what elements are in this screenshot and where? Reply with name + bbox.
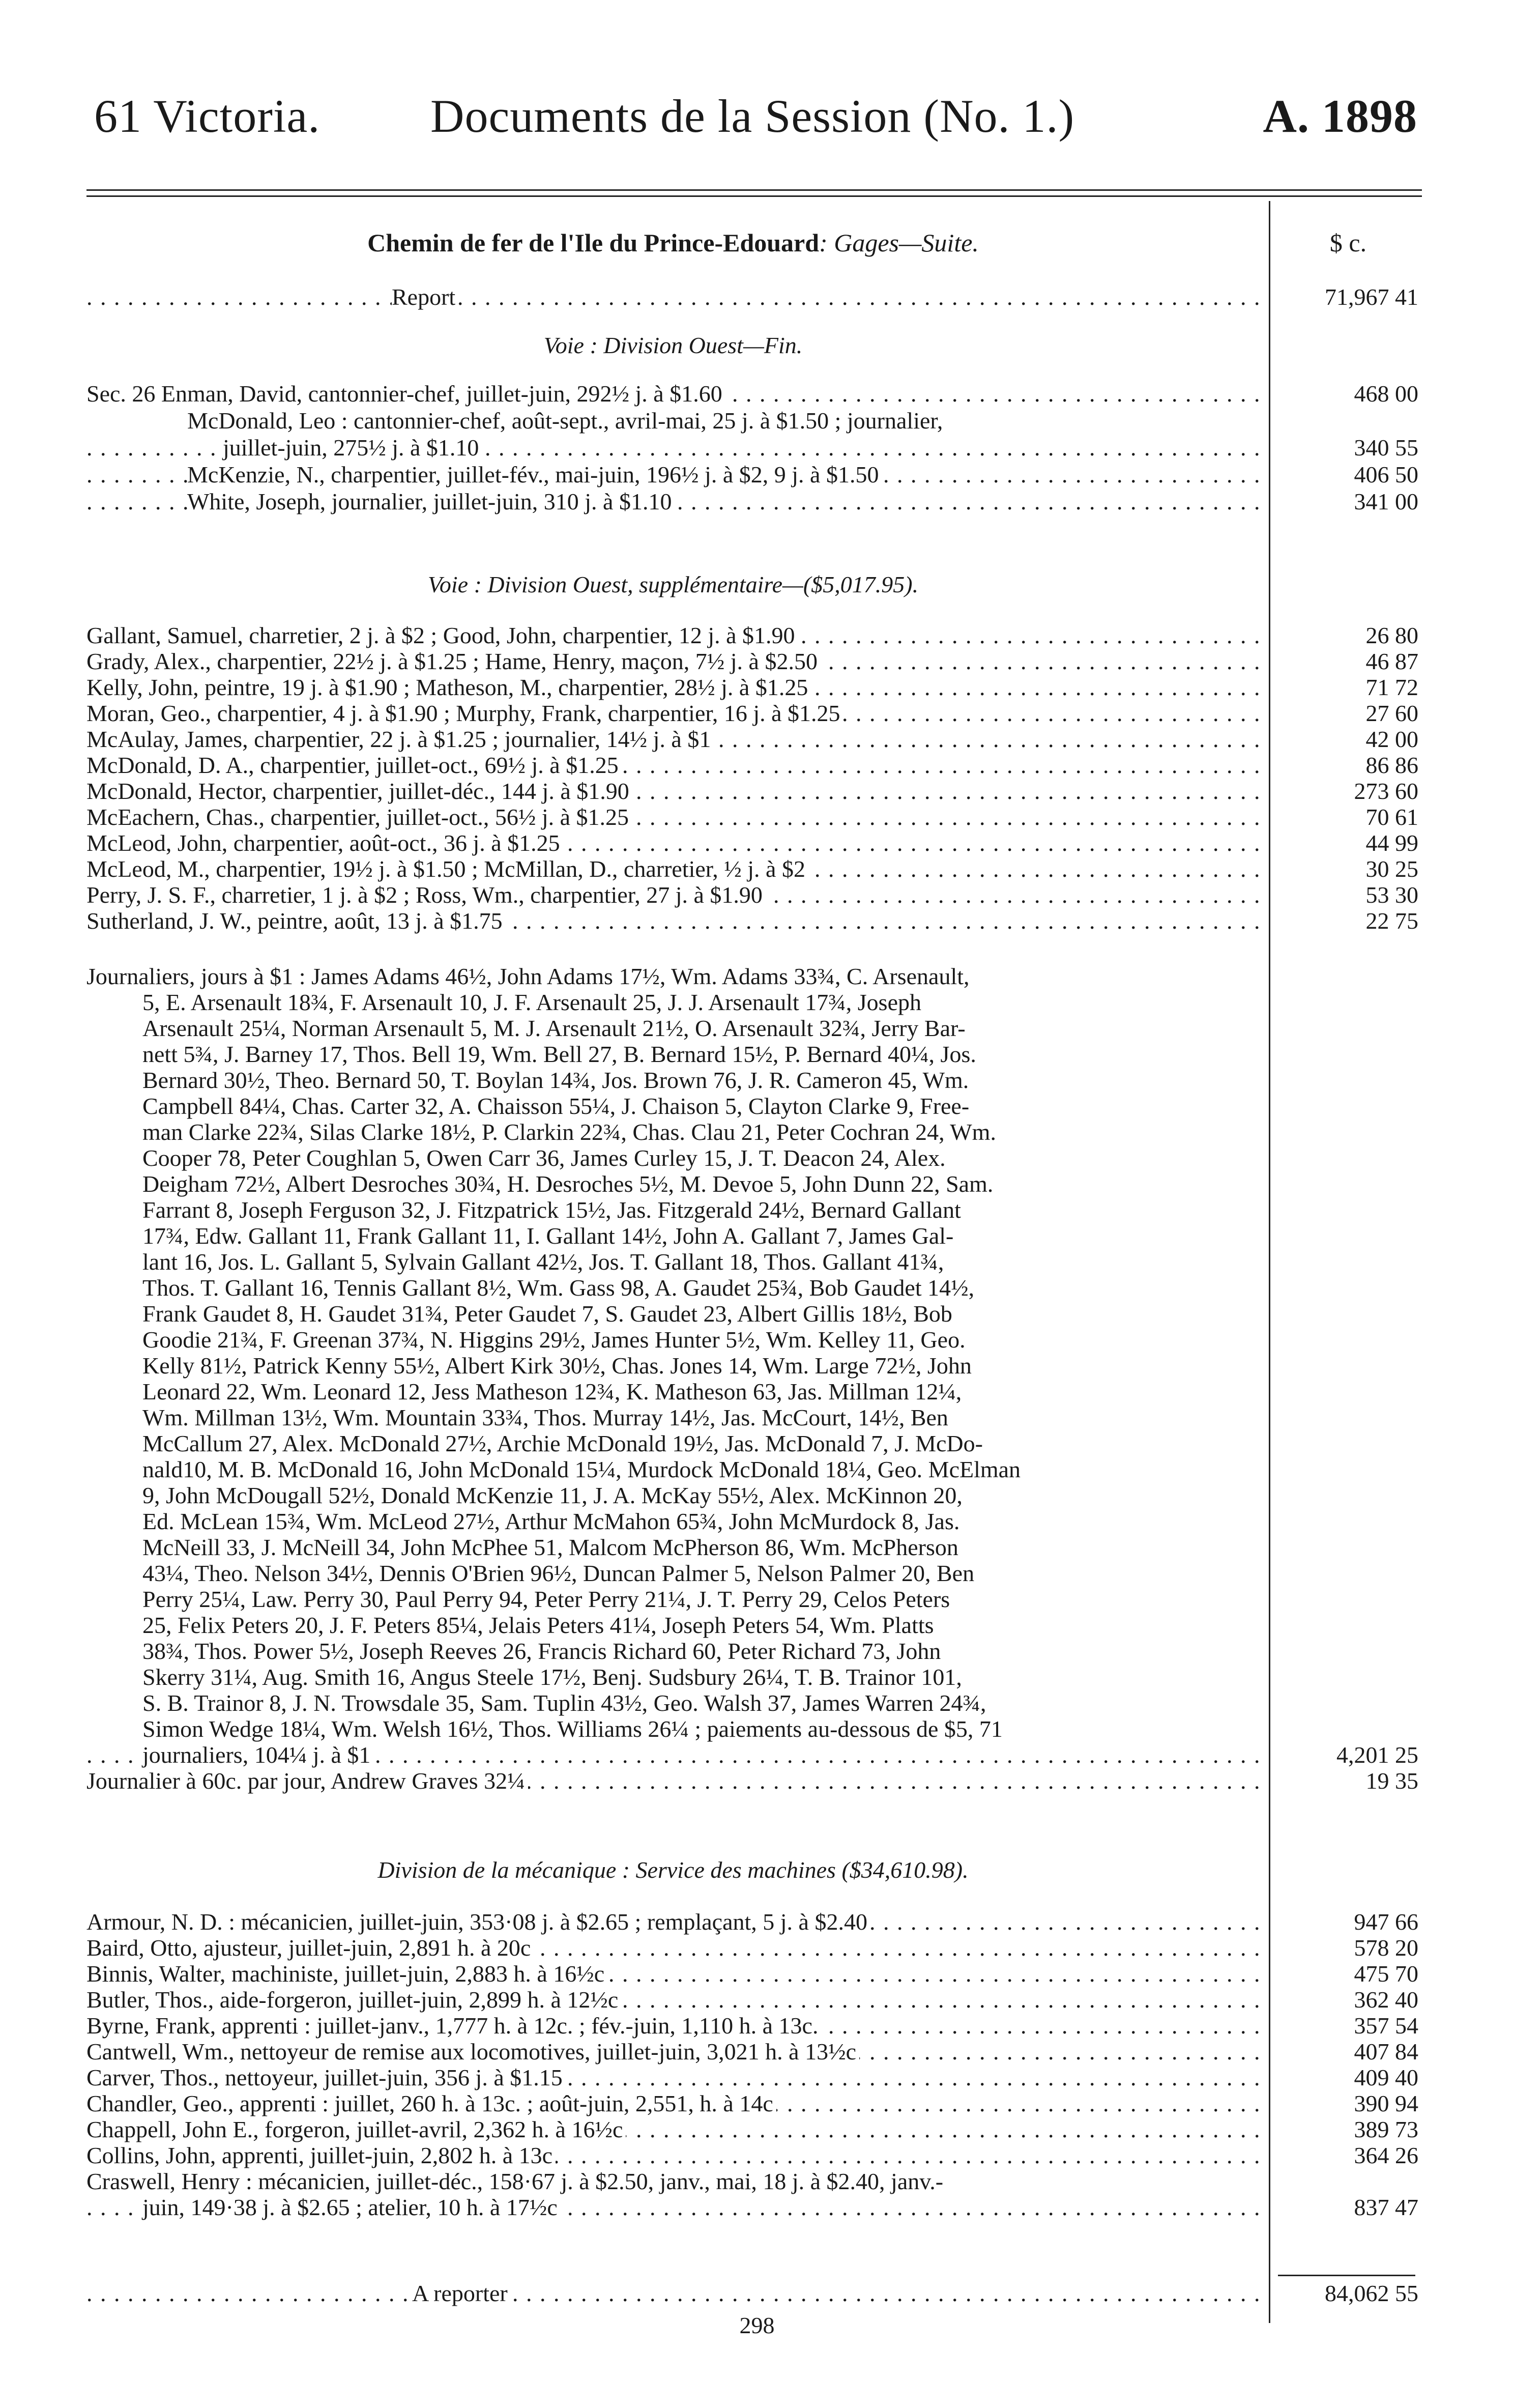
- journalier-row: [86, 1766, 1260, 1796]
- paragraph-line: [86, 1092, 1260, 1121]
- row-amount: 341 00: [1354, 489, 1418, 514]
- row-text: juillet-juin, 275½ j. à $1.10: [223, 435, 482, 461]
- row-amount: 947 66: [1354, 1909, 1418, 1935]
- table-row: [86, 2063, 1260, 2092]
- row-text: Sec. 26 Enman, David, cantonnier-chef, juillet-juin, 292½ j. à $1.60: [86, 381, 725, 407]
- paragraph-text: Ed. McLean 15¾, Wm. McLeod 27½, Arthur McMahon 65¾, John McMurdock 8, Jas.: [142, 1508, 963, 1534]
- header-document-title: Documents de la Session (No. 1.): [430, 90, 1075, 142]
- table-row: [86, 406, 1260, 436]
- report-label: Report: [392, 284, 458, 310]
- table-row: [86, 2011, 1260, 2041]
- paragraph-text: Deigham 72½, Albert Desroches 30¾, H. Desroches 5½, M. Devoe 5, John Dunn 22, Sam.: [142, 1171, 996, 1197]
- paragraph-text: Farrant 8, Joseph Ferguson 32, J. Fitzpatrick 15½, Jas. Fitzgerald 24½, Bernard Gallant: [142, 1197, 964, 1223]
- footer-row: [86, 2279, 1260, 2308]
- section-heading-voie-ouest-supplementaire: Voie : Division Ouest, supplémentaire—($5,017.95).: [427, 571, 919, 597]
- table-row: [86, 1959, 1260, 1989]
- table-row: [86, 673, 1260, 702]
- paragraph-text: 25, Felix Peters 20, J. F. Peters 85¼, Jelais Peters 41¼, Joseph Peters 54, Wm. Platts: [142, 1612, 937, 1638]
- paragraph-text: 5, E. Arsenault 18¾, F. Arsenault 10, J. F. Arsenault 25, J. J. Arsenault 17¾, Joseph: [142, 989, 924, 1015]
- paragraph-text: 38¾, Thos. Power 5½, Joseph Reeves 26, Francis Richard 60, Peter Richard 73, John: [142, 1638, 944, 1664]
- paragraph-text: journaliers, 104¼ j. à $1: [142, 1742, 373, 1768]
- row-amount: 390 94: [1354, 2090, 1418, 2116]
- row-text: Armour, N. D. : mécanicien, juillet-juin, 353·08 j. à $2.65 ; remplaçant, 5 j. à $2.40: [86, 1909, 870, 1935]
- table-row: [86, 2141, 1260, 2170]
- paragraph-line: [86, 1585, 1260, 1614]
- paragraph-text: Skerry 31¼, Aug. Smith 16, Angus Steele 17½, Benj. Sudsbury 26¼, T. B. Trainor 101,: [142, 1664, 965, 1690]
- table-row: [86, 2089, 1260, 2118]
- header-session-year: 61 Victoria.: [94, 90, 321, 142]
- paragraph-line: [86, 1662, 1260, 1692]
- row-text: McDonald, Hector, charpentier, juillet-déc., 144 j. à $1.90: [86, 778, 632, 804]
- table-row: [86, 777, 1260, 806]
- row-amount: 53 30: [1365, 882, 1418, 908]
- paragraph-text: Kelly 81½, Patrick Kenny 55½, Albert Kirk 30½, Chas. Jones 14, Wm. Large 72½, John: [142, 1353, 975, 1379]
- paragraph-text: Wm. Millman 13½, Wm. Mountain 33¾, Thos. Murray 14½, Jas. McCourt, 14½, Ben: [142, 1404, 951, 1430]
- paragraph-line: [86, 1325, 1260, 1355]
- table-row: [86, 460, 1260, 490]
- table-row: [86, 2167, 1260, 2196]
- row-text: Perry, J. S. F., charretier, 1 j. à $2 ; Ross, Wm., charpentier, 27 j. à $1.90: [86, 882, 766, 908]
- row-text: McKenzie, N., charpentier, juillet-fév., mai-juin, 196½ j. à $2, 9 j. à $1.50: [187, 462, 882, 488]
- row-text: McDonald, Leo : cantonnier-chef, août-sept., avril-mai, 25 j. à $1.50 ; journalier,: [187, 408, 946, 434]
- table-row: [86, 1907, 1260, 1937]
- table-row: [86, 379, 1260, 409]
- table-row: [86, 828, 1260, 858]
- row-text: McEachern, Chas., charpentier, juillet-oct., 56½ j. à $1.25: [86, 804, 632, 830]
- row-text: Gallant, Samuel, charretier, 2 j. à $2 ; Good, John, charpentier, 12 j. à $1.90: [86, 622, 798, 648]
- paragraph-text: McNeill 33, J. McNeill 34, John McPhee 51, Malcom McPherson 86, Wm. McPherson: [142, 1534, 962, 1560]
- paragraph-text: 43¼, Theo. Nelson 34½, Dennis O'Brien 96½, Duncan Palmer 5, Nelson Palmer 20, Ben: [142, 1560, 977, 1586]
- row-amount: 340 55: [1354, 435, 1418, 461]
- table-row: [86, 854, 1260, 884]
- page-number: 298: [739, 2312, 775, 2338]
- table-row: [86, 647, 1260, 676]
- row-amount: 46 87: [1365, 648, 1418, 674]
- row-text: Kelly, John, peintre, 19 j. à $1.90 ; Matheson, M., charpentier, 28½ j. à $1.25: [86, 674, 811, 700]
- journaliers-amount: 4,201 25: [1336, 1742, 1418, 1768]
- journalier-text: Journalier à 60c. par jour, Andrew Graves 32¼: [86, 1768, 528, 1794]
- paragraph-text: Simon Wedge 18¼, Wm. Welsh 16½, Thos. Williams 26¼ ; paiements au-dessous de $5, 71: [142, 1716, 1006, 1742]
- paragraph-text: 9, John McDougall 52½, Donald McKenzie 11, J. A. McKay 55½, Alex. McKinnon 20,: [142, 1482, 966, 1508]
- row-text: White, Joseph, journalier, juillet-juin, 310 j. à $1.10: [187, 489, 675, 514]
- paragraph-line: [86, 1714, 1260, 1744]
- header-rule-bottom: [86, 195, 1422, 197]
- paragraph-text: Cooper 78, Peter Coughlan 5, Owen Carr 36, James Curley 15, J. T. Deacon 24, Alex.: [142, 1145, 949, 1171]
- row-text: McDonald, D. A., charpentier, juillet-oct., 69½ j. à $1.25: [86, 752, 622, 778]
- row-text: Butler, Thos., aide-forgeron, juillet-juin, 2,899 h. à 12½c: [86, 1987, 621, 2013]
- table-row: [86, 725, 1260, 754]
- table-row: [86, 2037, 1260, 2067]
- paragraph-text: Leonard 22, Wm. Leonard 12, Jess Matheson 12¾, K. Matheson 63, Jas. Millman 12¼,: [142, 1379, 965, 1404]
- row-amount: 578 20: [1354, 1935, 1418, 1961]
- paragraph-text: Campbell 84¼, Chas. Carter 32, A. Chaisson 55¼, J. Chaison 5, Clayton Clarke 9, Free-: [142, 1093, 972, 1119]
- row-text: McLeod, John, charpentier, août-oct., 36 j. à $1.25: [86, 830, 563, 856]
- paragraph-line: [86, 1740, 1260, 1770]
- table-row: [86, 1985, 1260, 2015]
- footer-label: A reporter: [412, 2280, 511, 2306]
- table-row: [86, 433, 1260, 463]
- paragraph-text: nald10, M. B. McDonald 16, John McDonald 15¼, Murdock McDonald 18¼, Geo. McElman: [142, 1456, 1024, 1482]
- row-amount: 30 25: [1365, 856, 1418, 882]
- table-title: [86, 228, 1260, 257]
- paragraph-line: [86, 1195, 1260, 1225]
- paragraph-line: [86, 1559, 1260, 1588]
- header-rule-top: [86, 189, 1422, 191]
- row-text: McLeod, M., charpentier, 19½ j. à $1.50 ; McMillan, D., charretier, ½ j. à $2: [86, 856, 808, 882]
- row-amount: 22 75: [1365, 908, 1418, 934]
- paragraph-line: [86, 1273, 1260, 1303]
- row-amount: 475 70: [1354, 1961, 1418, 1987]
- table-row: [86, 880, 1260, 910]
- paragraph-text: S. B. Trainor 8, J. N. Trowsdale 35, Sam. Tuplin 43½, Geo. Walsh 37, James Warren 24¾,: [142, 1690, 989, 1716]
- paragraph-text: lant 16, Jos. L. Gallant 5, Sylvain Gallant 42½, Jos. T. Gallant 18, Thos. Gallant 41¾,: [142, 1249, 947, 1275]
- row-text: Grady, Alex., charpentier, 22½ j. à $1.25 ; Hame, Henry, maçon, 7½ j. à $2.50: [86, 648, 821, 674]
- table-row: [86, 802, 1260, 832]
- row-text: Byrne, Frank, apprenti : juillet-janv., 1,777 h. à 12c. ; fév.-juin, 1,110 h. à 13c.: [86, 2013, 821, 2039]
- table-title-main: Chemin de fer de l'Ile du Prince-Edouard: [367, 228, 820, 257]
- paragraph-text: Thos. T. Gallant 16, Tennis Gallant 8½, Wm. Gass 98, A. Gaudet 25¾, Bob Gaudet 14½,: [142, 1275, 977, 1301]
- row-amount: 71 72: [1365, 674, 1418, 700]
- row-amount: 273 60: [1354, 778, 1418, 804]
- row-text: Moran, Geo., charpentier, 4 j. à $1.90 ; Murphy, Frank, charpentier, 16 j. à $1.25: [86, 700, 843, 726]
- total-rule: [1278, 2275, 1415, 2276]
- table-title-suffix: : Gages—Suite.: [819, 228, 979, 257]
- row-text: Sutherland, J. W., peintre, août, 13 j. à $1.75: [86, 908, 506, 934]
- row-amount: 70 61: [1365, 804, 1418, 830]
- paragraph-text: McCallum 27, Alex. McDonald 27½, Archie McDonald 19½, Jas. McDonald 7, J. McDo-: [142, 1430, 986, 1456]
- row-amount: 362 40: [1354, 1987, 1418, 2013]
- row-amount: 364 26: [1354, 2142, 1418, 2168]
- header-year: A. 1898: [1263, 90, 1417, 142]
- paragraph-line: [86, 1611, 1260, 1640]
- paragraph-line: [86, 988, 1260, 1017]
- table-row: [86, 2115, 1260, 2144]
- paragraph-text: Bernard 30½, Theo. Bernard 50, T. Boylan 14¾, Jos. Brown 76, J. R. Cameron 45, Wm.: [142, 1067, 972, 1093]
- paragraph-line: [86, 1688, 1260, 1718]
- row-amount: 27 60: [1365, 700, 1418, 726]
- row-text: Carver, Thos., nettoyeur, juillet-juin, 356 j. à $1.15: [86, 2065, 566, 2090]
- paragraph-line: [86, 1117, 1260, 1147]
- row-text: Chappell, John E., forgeron, juillet-avril, 2,362 h. à 16½c: [86, 2116, 626, 2142]
- paragraph-text: Frank Gaudet 8, H. Gaudet 31¾, Peter Gaudet 7, S. Gaudet 23, Albert Gillis 18½, Bob: [142, 1301, 955, 1327]
- row-amount: 468 00: [1354, 381, 1418, 407]
- paragraph-text: man Clarke 22¾, Silas Clarke 18½, P. Clarkin 22¾, Chas. Clau 21, Peter Cochran 24, Wm.: [142, 1119, 999, 1145]
- paragraph-text: Goodie 21¾, F. Greenan 37¾, N. Higgins 29½, James Hunter 5½, Wm. Kelley 11, Geo.: [142, 1327, 969, 1353]
- paragraph-text: Journaliers, jours à $1 : James Adams 46½, John Adams 17½, Wm. Adams 33¾, C. Arsenault,: [86, 963, 973, 989]
- table-row: [86, 621, 1260, 650]
- row-amount: 42 00: [1365, 726, 1418, 752]
- table-row: [86, 906, 1260, 936]
- row-text: Baird, Otto, ajusteur, juillet-juin, 2,891 h. à 20c: [86, 1935, 534, 1961]
- row-text: McAulay, James, charpentier, 22 j. à $1.25 ; journalier, 14½ j. à $1: [86, 726, 714, 752]
- paragraph-text: 17¾, Edw. Gallant 11, Frank Gallant 11, I. Gallant 14½, John A. Gallant 7, James Gal-: [142, 1223, 956, 1249]
- paragraph-line: [86, 1455, 1260, 1484]
- row-amount: 44 99: [1365, 830, 1418, 856]
- row-amount: 357 54: [1354, 2013, 1418, 2039]
- row-text: Cantwell, Wm., nettoyeur de remise aux locomotives, juillet-juin, 3,021 h. à 13½c: [86, 2039, 859, 2065]
- paragraph-text: Arsenault 25¼, Norman Arsenault 5, M. J. Arsenault 21½, O. Arsenault 32¾, Jerry Bar-: [142, 1015, 969, 1041]
- row-amount: 86 86: [1365, 752, 1418, 778]
- paragraph-text: nett 5¾, J. Barney 17, Thos. Bell 19, Wm. Bell 27, B. Bernard 15½, P. Bernard 40¼, Jos.: [142, 1041, 979, 1067]
- paragraph-line: [86, 1403, 1260, 1432]
- paragraph-line: [86, 1351, 1260, 1381]
- report-amount: 71,967 41: [1325, 284, 1418, 310]
- row-text: Chandler, Geo., apprenti : juillet, 260 h. à 13c. ; août-juin, 2,551, h. à 14c: [86, 2090, 776, 2116]
- row-text: Craswell, Henry : mécanicien, juillet-déc., 158·67 j. à $2.50, janv., mai, 18 j. à $2.40, janv.-: [86, 2168, 946, 2194]
- row-amount: 837 47: [1354, 2194, 1418, 2220]
- paragraph-text: Perry 25¼, Law. Perry 30, Paul Perry 94, Peter Perry 21¼, J. T. Perry 29, Celos Peters: [142, 1586, 953, 1612]
- table-row: [86, 2193, 1260, 2222]
- paragraph-line: [86, 1481, 1260, 1510]
- row-text: Binnis, Walter, machiniste, juillet-juin, 2,883 h. à 16½c: [86, 1961, 607, 1987]
- paragraph-line: [86, 1014, 1260, 1043]
- paragraph-line: [86, 1377, 1260, 1407]
- row-amount: 409 40: [1354, 2065, 1418, 2090]
- footer-amount: 84,062 55: [1325, 2280, 1418, 2306]
- paragraph-line: [86, 1040, 1260, 1069]
- paragraph-line: [86, 962, 1260, 991]
- paragraph-line: [86, 1507, 1260, 1536]
- paragraph-line: [86, 1066, 1260, 1095]
- table-row: [86, 487, 1260, 517]
- table-row: [86, 1933, 1260, 1963]
- paragraph-line: [86, 1169, 1260, 1199]
- section-heading-voie-ouest-fin: Voie : Division Ouest—Fin.: [543, 332, 803, 358]
- table-row: [86, 699, 1260, 728]
- paragraph-line: [86, 1637, 1260, 1666]
- row-amount: 389 73: [1354, 2116, 1418, 2142]
- paragraph-line: [86, 1221, 1260, 1251]
- row-text: juin, 149·38 j. à $2.65 ; atelier, 10 h. à 17½c: [142, 2194, 561, 2220]
- paragraph-line: [86, 1299, 1260, 1329]
- row-amount: 406 50: [1354, 462, 1418, 488]
- section-heading-mecanique: Division de la mécanique : Service des machines ($34,610.98).: [377, 1857, 969, 1883]
- paragraph-line: [86, 1429, 1260, 1458]
- table-row: [86, 751, 1260, 780]
- journalier-amount: 19 35: [1365, 1768, 1418, 1794]
- row-text: Collins, John, apprenti, juillet-juin, 2,802 h. à 13c: [86, 2142, 556, 2168]
- row-amount: 407 84: [1354, 2039, 1418, 2065]
- paragraph-line: [86, 1143, 1260, 1173]
- paragraph-line: [86, 1247, 1260, 1277]
- amount-column-divider: [1269, 201, 1270, 2323]
- report-row: [86, 282, 1260, 312]
- paragraph-line: [86, 1533, 1260, 1562]
- row-amount: 26 80: [1365, 622, 1418, 648]
- currency-header: $ c.: [1329, 228, 1367, 257]
